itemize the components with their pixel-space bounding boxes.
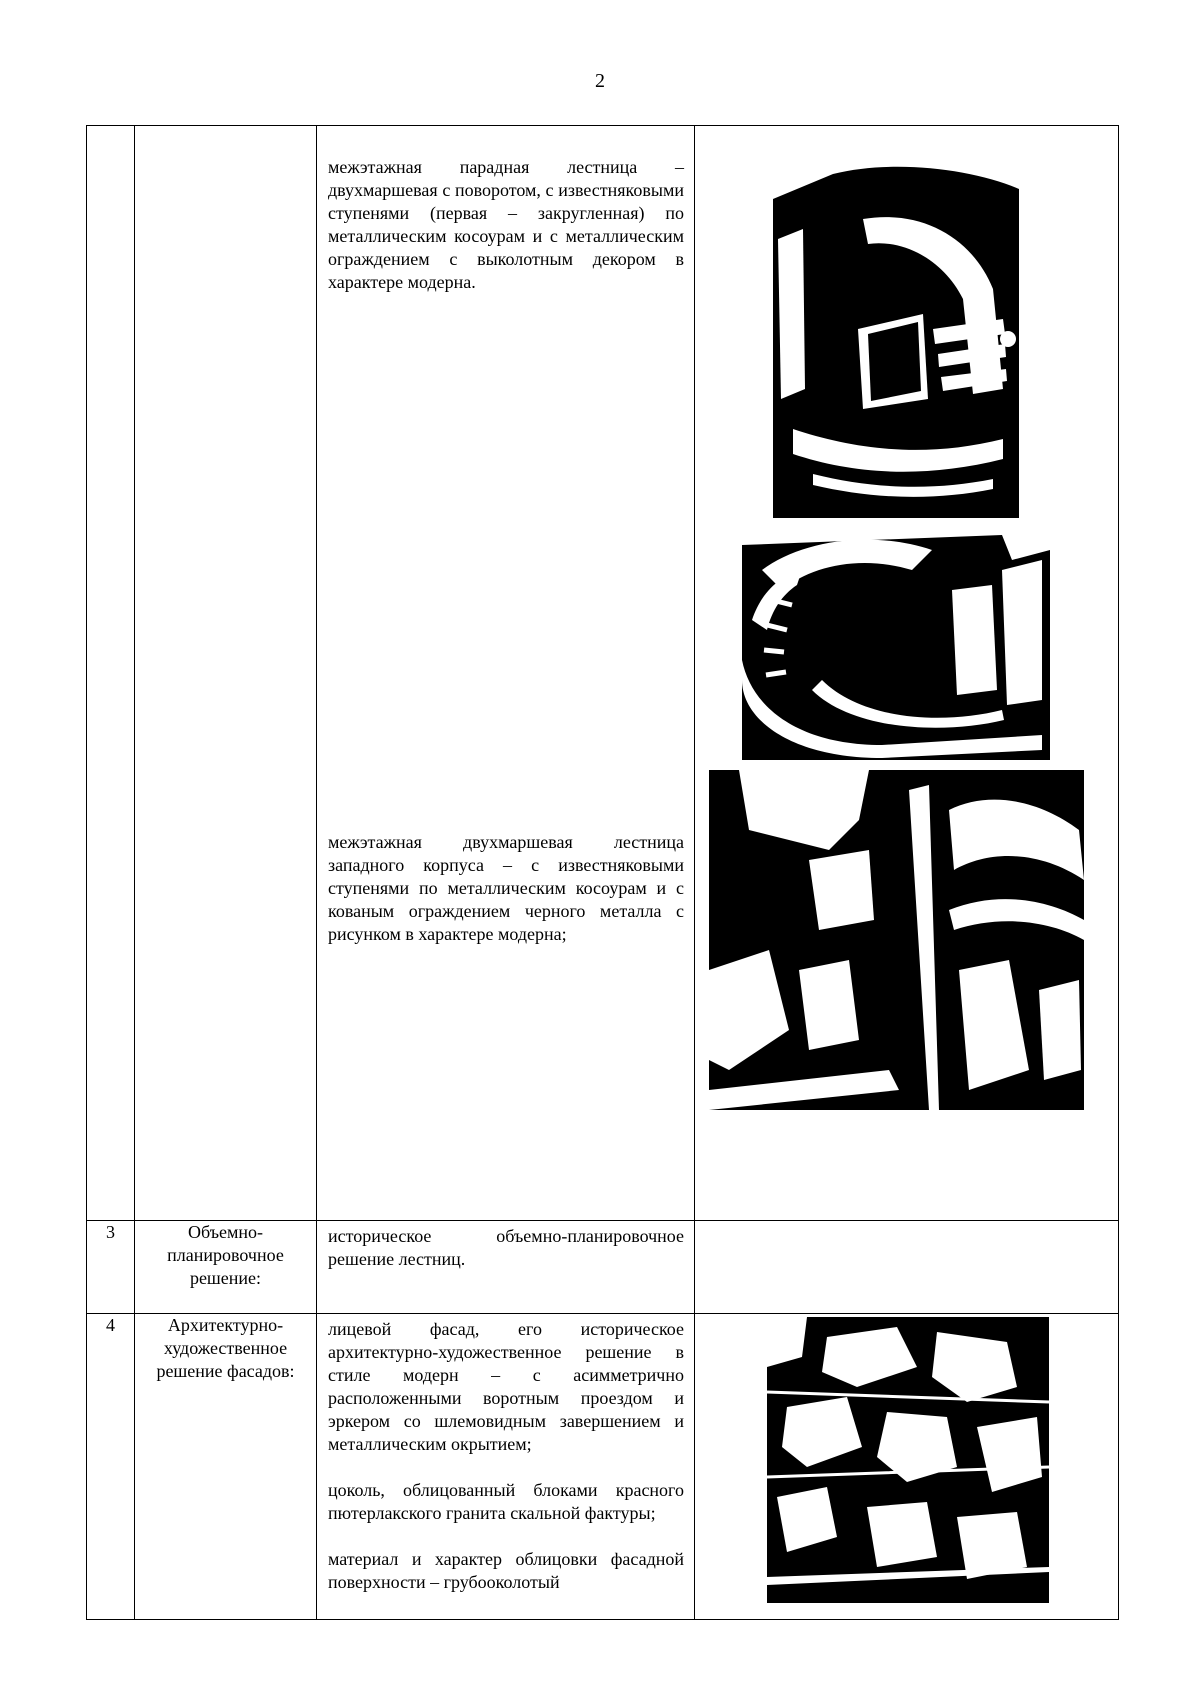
row-number-cell: 3 [87, 1221, 135, 1314]
staircase-photo [742, 530, 1050, 760]
row-number-cell [87, 126, 135, 1221]
row-name-cell: Объемно-планировочное решение: [135, 1221, 317, 1314]
description-paragraph: материал и характер облицовки фасадной поверхности – грубооколотый [328, 1549, 684, 1592]
table-row [87, 1221, 1119, 1314]
description-paragraph: цоколь, облицованный блоками красного пютерлакского гранита скальной фактуры; [328, 1480, 684, 1523]
row-photo-cell [695, 1221, 1119, 1314]
description-paragraph: межэтажная двухмаршевая лестница западного корпуса – с известняковыми ступенями по металлическим косоурам и с кованым ограждением черного металла с рисунком в характере модерна; [328, 832, 684, 944]
description-paragraph: лицевой фасад, его историческое архитектурно-художественное решение в стиле модерн – с асимметрично расположенными воротным проездом и эркером со шлемовидным завершением и металлическим окрытием; [328, 1319, 684, 1454]
staircase-photo [773, 129, 1019, 518]
row-photo-cell [695, 126, 1119, 1221]
attributes-table [86, 125, 1119, 1620]
description-paragraph: историческое объемно-планировочное решение лестниц. [328, 1226, 684, 1269]
row-description-cell [317, 126, 695, 1221]
staircase-photo [709, 770, 1084, 1110]
table-row [87, 1314, 1119, 1620]
row-number-cell: 4 [87, 1314, 135, 1620]
row-description-cell [317, 1221, 695, 1314]
page-number: 2 [595, 70, 605, 92]
row-description-cell [317, 1314, 695, 1620]
row-name-cell [135, 126, 317, 1221]
description-paragraph: межэтажная парадная лестница – двухмаршевая с поворотом, с известняковыми ступенями (первая – закругленная) по металлическим косоурам и с металлическим ограждением с выколотным декором в характере модерна. [328, 157, 684, 292]
granite-facade-photo [767, 1317, 1049, 1603]
row-photo-cell [695, 1314, 1119, 1620]
row-name-cell: Архитектурно-художественное решение фасадов: [135, 1314, 317, 1620]
table-row [87, 126, 1119, 1221]
